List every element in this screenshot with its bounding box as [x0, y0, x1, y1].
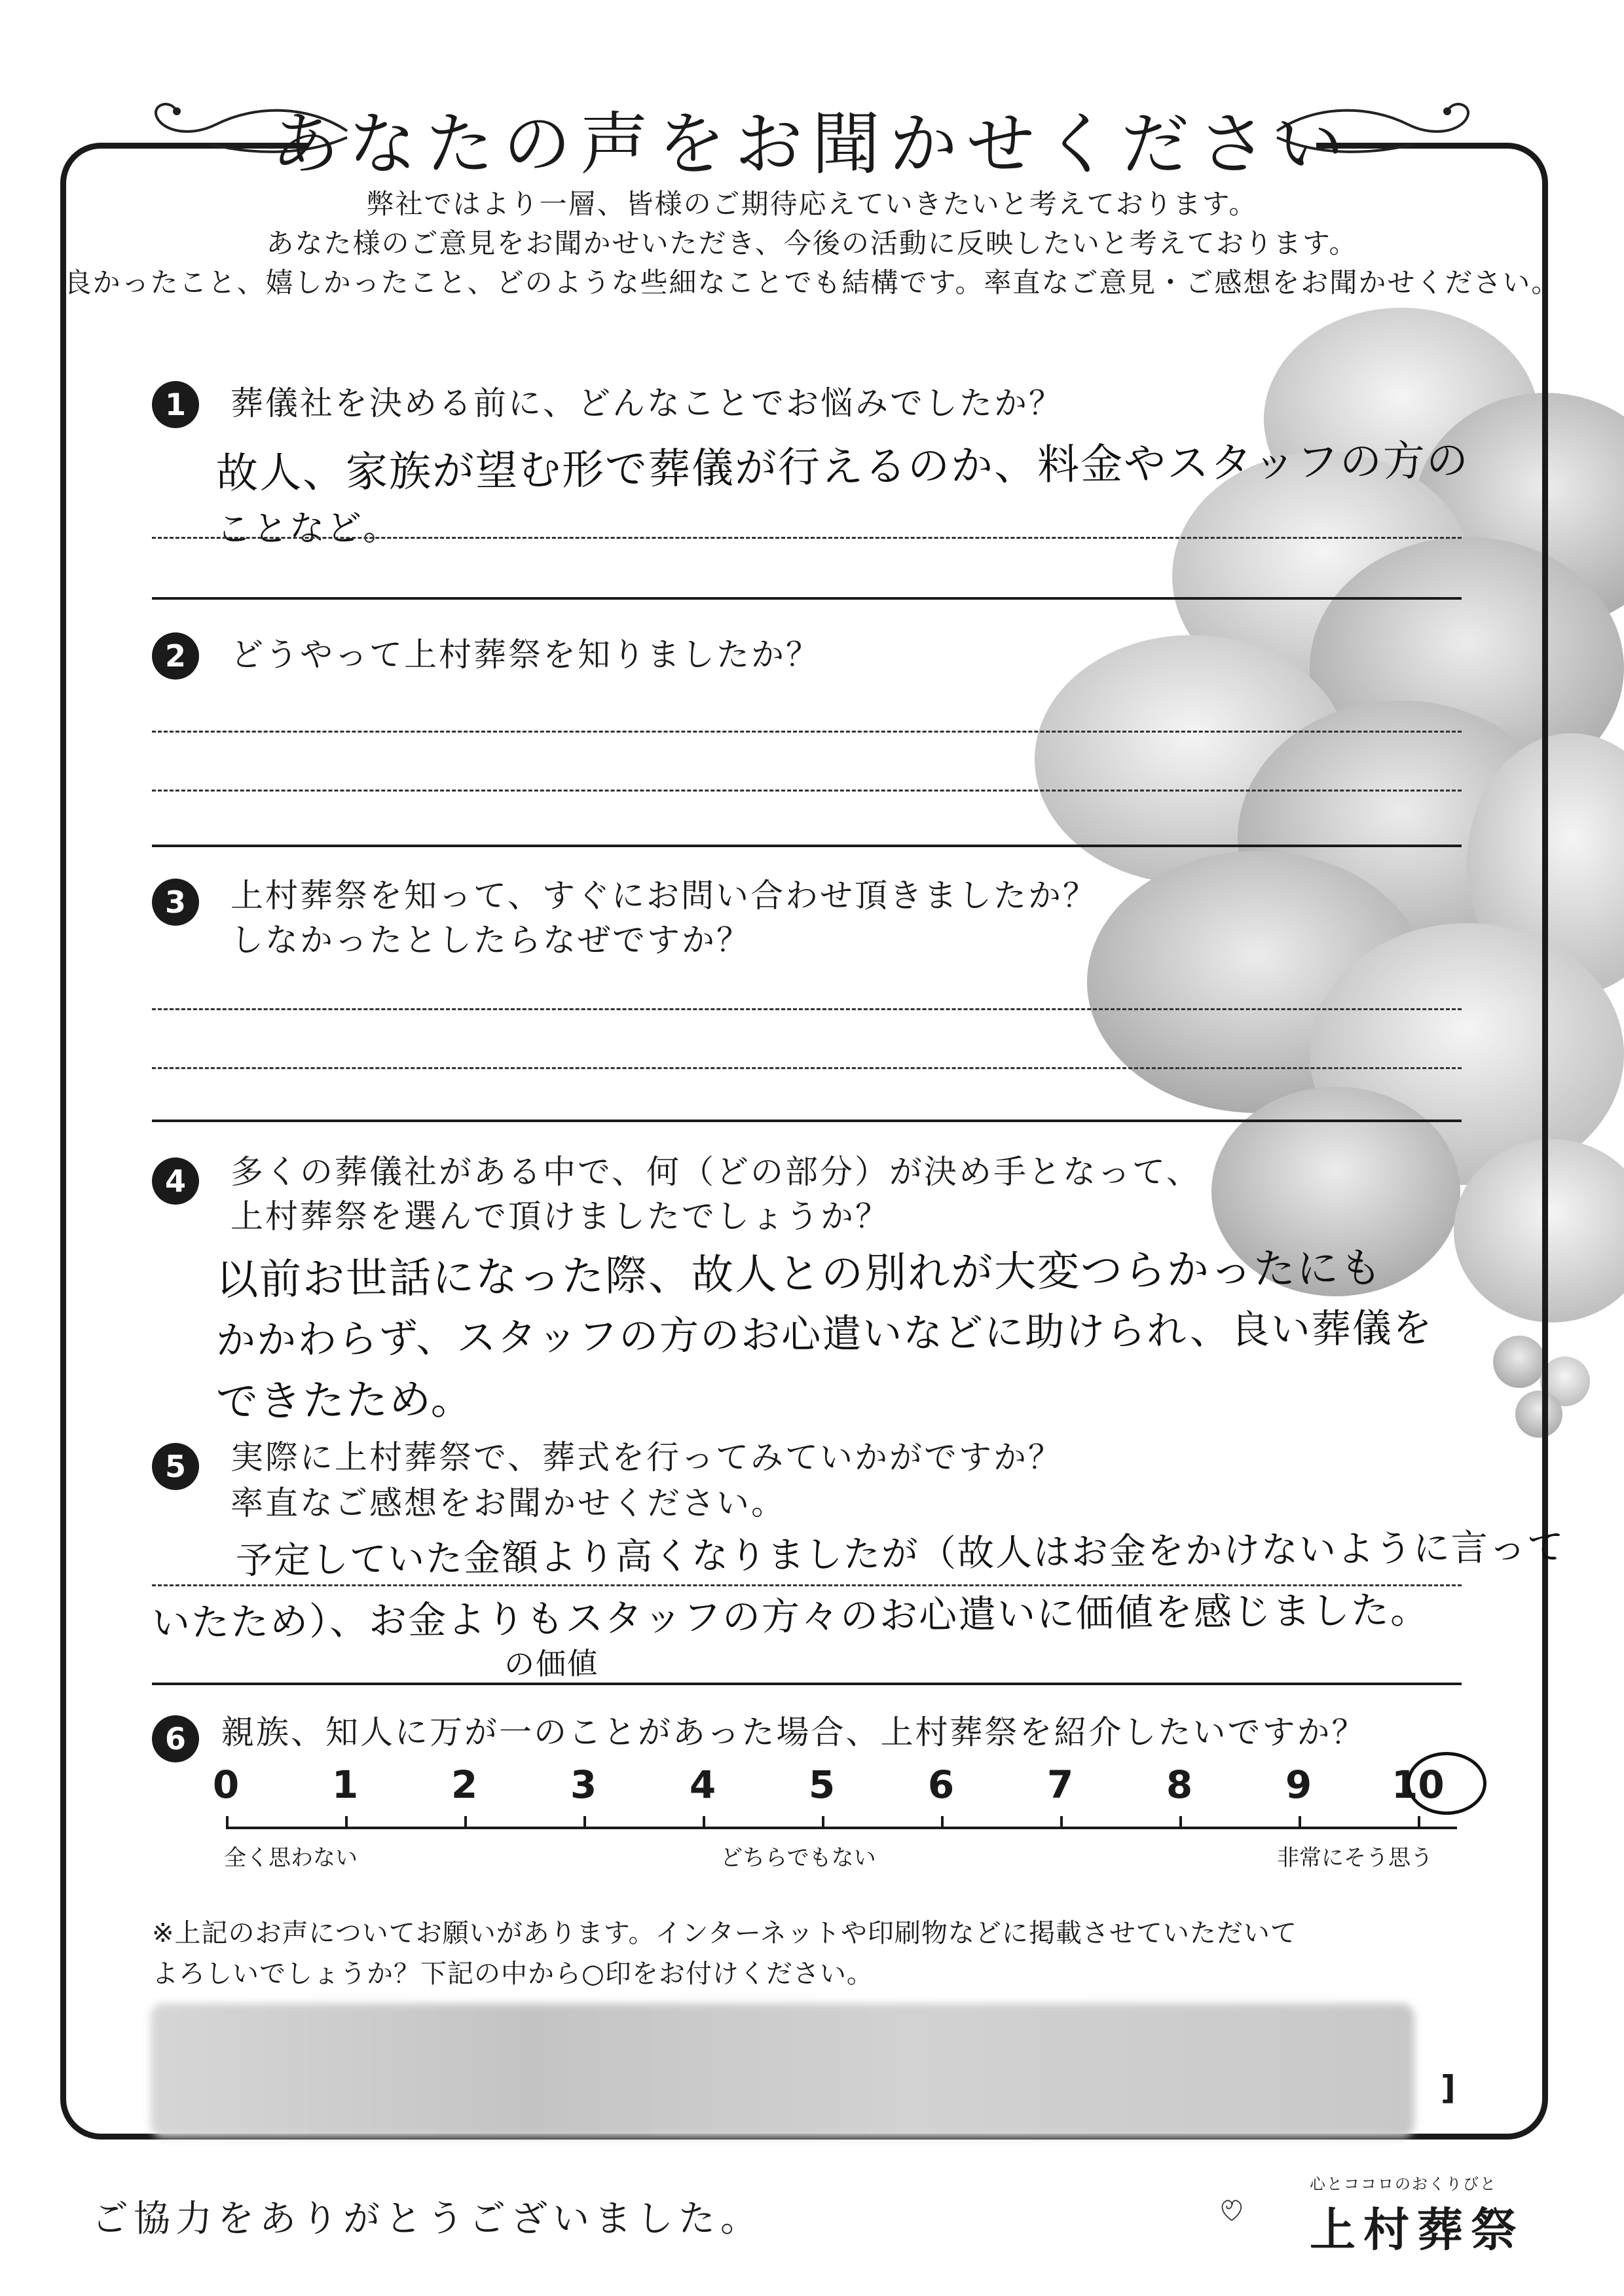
scale-number: 3: [570, 1762, 597, 1807]
company-logo-mark-icon: [1218, 2164, 1310, 2255]
scale-label-low: 全く思わない: [224, 1845, 358, 1871]
scale-label-mid: どちらでもない: [720, 1845, 876, 1871]
intro-line: 良かったこと、嬉しかったこと、どのような些細なことでも結構です。率直なご意見・ご感想をお聞かせください。: [64, 266, 1560, 299]
answer-line: [152, 731, 1462, 733]
handwritten-answer: 予定していた金額より高くなりましたが（故人はお金をかけないように言って: [235, 1525, 1566, 1582]
intro-line: 弊社ではより一層、皆様のご期待応えていきたいと考えております。: [366, 188, 1258, 220]
logo-tagline: 心とココロのおくりびと: [1310, 2175, 1497, 2193]
note-line: よろしいでしょうか？下記の中から○印をお付けください。: [152, 1959, 874, 1989]
scale-tick: [345, 1816, 348, 1828]
handwritten-annotation: の価値: [504, 1645, 599, 1682]
intro-text: [0, 185, 1624, 302]
scale-tick: [226, 1816, 229, 1828]
scale-tick: [941, 1816, 944, 1828]
scale-number: 8: [1166, 1762, 1193, 1807]
question-number-badge: 1: [152, 381, 199, 428]
intro-line: あなた様のご意見をお聞かせいただき、今後の活動に反映したいと考えております。: [266, 227, 1358, 259]
handwritten-answer: できたため。: [215, 1375, 474, 1427]
rating-scale-line: [226, 1827, 1457, 1829]
answer-line: [152, 790, 1462, 792]
scale-number: 4: [689, 1762, 716, 1807]
question-text: しなかったとしたらなぜですか？: [231, 921, 751, 959]
section-divider: [152, 1683, 1462, 1685]
scale-number: 10: [1392, 1762, 1445, 1807]
question-text: 率直なご感想をお聞かせください。: [231, 1484, 786, 1522]
selected-rating-circle: [1407, 1752, 1486, 1815]
question-text: 上村葬祭を選んで頂けましたでしょうか？: [231, 1197, 890, 1235]
scale-tick: [703, 1816, 705, 1828]
scale-tick: [1299, 1816, 1301, 1828]
handwritten-answer: 以前お世話になった際、故人との別れが大変つらかったにも: [215, 1244, 1384, 1305]
handwritten-answer: かかわらず、スタッフの方のお心遣いなどに助けられ、良い葬儀を: [215, 1305, 1434, 1364]
scale-tick: [1179, 1816, 1182, 1828]
scale-number: 2: [451, 1762, 478, 1807]
scale-number: 5: [808, 1762, 836, 1807]
logo-name: 上村葬祭: [1310, 2203, 1524, 2257]
handwritten-answer: 故人、家族が望む形で葬儀が行えるのか、料金やスタッフの方の: [215, 436, 1470, 498]
thanks-message: ご協力をありがとうございました。: [92, 2198, 762, 2240]
question-number-badge: 3: [152, 879, 199, 926]
question-text: 実際に上村葬祭で、葬式を行ってみていかがですか？: [231, 1438, 1063, 1476]
question-text: 親族、知人に万が一のことがあった場合、上村葬祭を紹介したいですか？: [221, 1713, 1367, 1751]
scale-tick: [1418, 1816, 1420, 1828]
answer-line: [152, 1008, 1462, 1010]
question-text: 葬儀社を決める前に、どんなことでお悩みでしたか？: [231, 384, 1063, 422]
handwritten-answer: いたため）、お金よりもスタッフの方々のお心遣いに価値を感じました。: [151, 1587, 1430, 1645]
scale-number: 7: [1046, 1762, 1074, 1807]
section-divider: [152, 845, 1462, 847]
redacted-consent-area: [151, 2003, 1414, 2138]
scale-number: 9: [1285, 1762, 1312, 1807]
question-number-badge: 4: [152, 1157, 199, 1205]
question-text: どうやって上村葬祭を知りましたか？: [231, 636, 821, 674]
scale-label-high: 非常にそう思う: [1277, 1845, 1433, 1871]
answer-line: [152, 1067, 1462, 1069]
scale-number: 6: [927, 1762, 955, 1807]
scale-tick: [464, 1816, 467, 1828]
section-divider: [152, 597, 1462, 600]
note-line: ※上記のお声についてお願いがあります。インターネットや印刷物などに掲載させていただいて: [152, 1918, 1297, 1948]
permission-note: [152, 1913, 1297, 1994]
answer-line: [152, 537, 1462, 539]
scale-number: 0: [212, 1762, 240, 1807]
handwritten-answer: ことなど。: [215, 507, 400, 550]
scale-tick: [822, 1816, 824, 1828]
question-number-badge: 6: [152, 1715, 199, 1762]
question-number-badge: 2: [152, 632, 199, 680]
scale-tick: [1060, 1816, 1063, 1828]
question-text: 上村葬祭を知って、すぐにお問い合わせ頂きましたか？: [231, 877, 1098, 915]
question-text: 多くの葬儀社がある中で、何（どの部分）が決め手となって、: [231, 1153, 1201, 1191]
section-divider: [152, 1120, 1462, 1122]
answer-line: [152, 1584, 1462, 1586]
question-number-badge: 5: [152, 1443, 199, 1490]
scale-number: 1: [331, 1762, 359, 1807]
page-title: あなたの声をお聞かせください: [270, 104, 1353, 184]
scale-tick: [583, 1816, 586, 1828]
closing-bracket: ]: [1441, 2069, 1456, 2107]
